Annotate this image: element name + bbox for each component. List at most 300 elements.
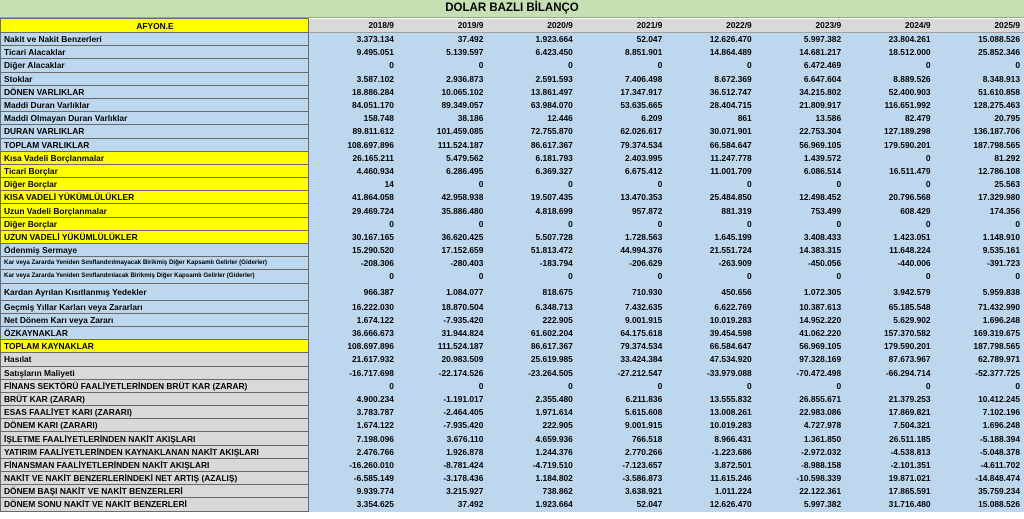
value-cell: 0 (756, 178, 845, 191)
value-cell: 15.088.526 (935, 33, 1024, 46)
value-cell: 6.181.793 (487, 151, 576, 164)
row-label: YATIRIM FAALİYETLERİNDEN KAYNAKLANAN NAKİT AKIŞLARI (1, 445, 309, 458)
value-cell: 12.626.470 (666, 498, 755, 511)
table-row (1, 283, 1024, 300)
value-cell: 6.369.327 (487, 164, 576, 177)
value-cell: 12.786.108 (935, 164, 1024, 177)
value-cell: 15.290.520 (309, 244, 398, 257)
value-cell: 1.923.664 (487, 33, 576, 46)
value-cell: 65.185.548 (845, 300, 934, 313)
value-cell: 29.469.724 (309, 204, 398, 217)
value-cell: 20.795 (935, 112, 1024, 125)
value-cell: -4.538.813 (845, 445, 934, 458)
row-label: Uzun Vadeli Borçlanmalar (1, 204, 309, 217)
value-cell: -7.935.420 (398, 313, 487, 326)
year-header: 2022/9 (666, 19, 755, 33)
value-cell: 79.374.534 (577, 340, 666, 353)
table-row (1, 59, 1024, 72)
value-cell: 222.905 (487, 313, 576, 326)
row-label: Kar veya Zararda Yeniden Sınıflandırılacak Birikmiş Diğer Kapsamlı Gelirler (Giderler) (1, 270, 309, 283)
value-cell: 0 (309, 270, 398, 283)
value-cell: -8.988.158 (756, 458, 845, 471)
row-label: Satışların Maliyeti (1, 366, 309, 379)
value-cell: 8.889.526 (845, 72, 934, 85)
value-cell: 53.635.665 (577, 98, 666, 111)
value-cell: 0 (309, 379, 398, 392)
value-cell: 13.555.832 (666, 392, 755, 405)
value-cell: 11.615.246 (666, 472, 755, 485)
row-label: DÖNEM BAŞI NAKİT VE NAKİT BENZERLERİ (1, 485, 309, 498)
table-row (1, 432, 1024, 445)
value-cell: 63.984.070 (487, 98, 576, 111)
value-cell: 1.423.051 (845, 230, 934, 243)
value-cell: 10.019.283 (666, 419, 755, 432)
value-cell: 25.484.850 (666, 191, 755, 204)
row-label: Maddi Duran Varlıklar (1, 98, 309, 111)
value-cell: -3.178.436 (398, 472, 487, 485)
value-cell: -52.377.725 (935, 366, 1024, 379)
value-cell: 8.348.913 (935, 72, 1024, 85)
value-cell: 2.403.995 (577, 151, 666, 164)
row-label: Nakit ve Nakit Benzerleri (1, 33, 309, 46)
sheet-title: DOLAR BAZLI BİLANÇO (0, 0, 1024, 18)
row-label: Maddi Olmayan Duran Varlıklar (1, 112, 309, 125)
value-cell: 4.900.234 (309, 392, 398, 405)
value-cell: 79.374.534 (577, 138, 666, 151)
value-cell: 13.470.353 (577, 191, 666, 204)
value-cell: 64.175.618 (577, 326, 666, 339)
value-cell: 8.851.901 (577, 46, 666, 59)
value-cell: 72.755.870 (487, 125, 576, 138)
value-cell: 71.432.990 (935, 300, 1024, 313)
value-cell: 17.865.591 (845, 485, 934, 498)
balance-table (0, 18, 1024, 512)
value-cell: 187.798.565 (935, 138, 1024, 151)
value-cell: 13.861.497 (487, 85, 576, 98)
value-cell: 1.148.910 (935, 230, 1024, 243)
value-cell: 47.534.920 (666, 353, 755, 366)
table-row (1, 366, 1024, 379)
value-cell: 9.939.774 (309, 485, 398, 498)
value-cell: 0 (666, 270, 755, 283)
table-row (1, 151, 1024, 164)
value-cell: 4.727.978 (756, 419, 845, 432)
value-cell: 51.610.858 (935, 85, 1024, 98)
value-cell: 89.349.057 (398, 98, 487, 111)
value-cell: 18.886.284 (309, 85, 398, 98)
value-cell: 9.001.915 (577, 419, 666, 432)
value-cell: 7.198.096 (309, 432, 398, 445)
value-cell: 6.209 (577, 112, 666, 125)
value-cell: -23.264.505 (487, 366, 576, 379)
value-cell: -1.223.686 (666, 445, 755, 458)
table-row (1, 406, 1024, 419)
value-cell: -2.101.351 (845, 458, 934, 471)
row-label: BRÜT KAR (ZARAR) (1, 392, 309, 405)
value-cell: 84.051.170 (309, 98, 398, 111)
value-cell: 56.969.105 (756, 138, 845, 151)
row-label: DÖNEM SONU NAKİT VE NAKİT BENZERLERİ (1, 498, 309, 511)
value-cell: 8.966.431 (666, 432, 755, 445)
value-cell: 26.511.185 (845, 432, 934, 445)
value-cell: -2.464.405 (398, 406, 487, 419)
value-cell: 3.638.921 (577, 485, 666, 498)
row-label: FİNANSMAN FAALİYETLERİNDEN NAKİT AKIŞLARI (1, 458, 309, 471)
value-cell: 0 (487, 270, 576, 283)
value-cell: 127.189.298 (845, 125, 934, 138)
value-cell: 0 (487, 379, 576, 392)
table-row (1, 300, 1024, 313)
table-row (1, 46, 1024, 59)
table-row (1, 204, 1024, 217)
value-cell: 31.944.824 (398, 326, 487, 339)
value-cell: -391.723 (935, 257, 1024, 270)
table-row (1, 313, 1024, 326)
value-cell: 21.379.253 (845, 392, 934, 405)
row-label: Hasılat (1, 353, 309, 366)
value-cell: 0 (845, 217, 934, 230)
header-row (1, 19, 1024, 33)
value-cell: 753.499 (756, 204, 845, 217)
value-cell: 13.008.261 (666, 406, 755, 419)
value-cell: -2.972.032 (756, 445, 845, 458)
value-cell: 51.813.472 (487, 244, 576, 257)
value-cell: -22.174.526 (398, 366, 487, 379)
table-row (1, 178, 1024, 191)
value-cell: 1.674.122 (309, 419, 398, 432)
value-cell: 0 (309, 59, 398, 72)
table-row (1, 445, 1024, 458)
value-cell: 17.347.917 (577, 85, 666, 98)
value-cell: -440.006 (845, 257, 934, 270)
year-header: 2020/9 (487, 19, 576, 33)
value-cell: -280.403 (398, 257, 487, 270)
value-cell: -5.188.394 (935, 432, 1024, 445)
value-cell: 5.629.902 (845, 313, 934, 326)
value-cell: 0 (398, 217, 487, 230)
value-cell: 22.753.304 (756, 125, 845, 138)
value-cell: 22.983.086 (756, 406, 845, 419)
value-cell: 5.479.562 (398, 151, 487, 164)
value-cell: 22.122.361 (756, 485, 845, 498)
table-row (1, 498, 1024, 511)
value-cell: 1.361.850 (756, 432, 845, 445)
value-cell: 14.383.315 (756, 244, 845, 257)
value-cell: 8.672.369 (666, 72, 755, 85)
value-cell: 66.584.647 (666, 340, 755, 353)
value-cell: 0 (845, 178, 934, 191)
value-cell: 2.476.766 (309, 445, 398, 458)
value-cell: 179.590.201 (845, 340, 934, 353)
row-label: KISA VADELİ YÜKÜMLÜLÜKLER (1, 191, 309, 204)
value-cell: 1.084.077 (398, 283, 487, 300)
value-cell: -10.598.339 (756, 472, 845, 485)
value-cell: 710.930 (577, 283, 666, 300)
value-cell: 12.498.452 (756, 191, 845, 204)
value-cell: 5.139.597 (398, 46, 487, 59)
value-cell: 16.511.479 (845, 164, 934, 177)
value-cell: 0 (935, 217, 1024, 230)
value-cell: 2.591.593 (487, 72, 576, 85)
value-cell: -16.717.698 (309, 366, 398, 379)
value-cell: 82.479 (845, 112, 934, 125)
year-header: 2024/9 (845, 19, 934, 33)
value-cell: 0 (845, 151, 934, 164)
value-cell: -206.629 (577, 257, 666, 270)
row-label: TOPLAM VARLIKLAR (1, 138, 309, 151)
value-cell: 0 (845, 270, 934, 283)
value-cell: -14.848.474 (935, 472, 1024, 485)
value-cell: 9.495.051 (309, 46, 398, 59)
value-cell: 861 (666, 112, 755, 125)
value-cell: 11.247.778 (666, 151, 755, 164)
value-cell: 3.373.134 (309, 33, 398, 46)
value-cell: -3.586.873 (577, 472, 666, 485)
value-cell: 2.936.873 (398, 72, 487, 85)
value-cell: 966.387 (309, 283, 398, 300)
value-cell: 10.412.245 (935, 392, 1024, 405)
value-cell: -450.056 (756, 257, 845, 270)
value-cell: 25.563 (935, 178, 1024, 191)
value-cell: 0 (935, 379, 1024, 392)
value-cell: 18.870.504 (398, 300, 487, 313)
value-cell: 1.923.664 (487, 498, 576, 511)
table-row (1, 217, 1024, 230)
value-cell: 30.071.901 (666, 125, 755, 138)
value-cell: 37.492 (398, 498, 487, 511)
value-cell: 62.026.617 (577, 125, 666, 138)
row-label: Kar veya Zararda Yeniden Sınıflandırılmayacak Birikmiş Diğer Kapsamlı Gelirler (Giderler) (1, 257, 309, 270)
value-cell: 9.535.161 (935, 244, 1024, 257)
value-cell: 21.551.724 (666, 244, 755, 257)
value-cell: 9.001.915 (577, 313, 666, 326)
value-cell: 61.602.204 (487, 326, 576, 339)
value-cell: 108.697.896 (309, 340, 398, 353)
value-cell: 52.400.903 (845, 85, 934, 98)
value-cell: 14.864.489 (666, 46, 755, 59)
value-cell: 21.809.917 (756, 98, 845, 111)
value-cell: 881.319 (666, 204, 755, 217)
value-cell: 1.728.563 (577, 230, 666, 243)
value-cell: 1.244.376 (487, 445, 576, 458)
row-label: DURAN VARLIKLAR (1, 125, 309, 138)
value-cell: 36.666.673 (309, 326, 398, 339)
value-cell: -263.909 (666, 257, 755, 270)
table-row (1, 257, 1024, 270)
table-row (1, 164, 1024, 177)
value-cell: 0 (756, 217, 845, 230)
value-cell: 36.620.425 (398, 230, 487, 243)
value-cell: 0 (398, 270, 487, 283)
value-cell: 86.617.367 (487, 138, 576, 151)
value-cell: 128.275.463 (935, 98, 1024, 111)
value-cell: 0 (666, 217, 755, 230)
value-cell: 0 (845, 59, 934, 72)
value-cell: 81.292 (935, 151, 1024, 164)
value-cell: 41.062.220 (756, 326, 845, 339)
value-cell: 111.524.187 (398, 340, 487, 353)
value-cell: 18.512.000 (845, 46, 934, 59)
table-row (1, 138, 1024, 151)
value-cell: 89.811.612 (309, 125, 398, 138)
value-cell: 0 (487, 217, 576, 230)
value-cell: -7.935.420 (398, 419, 487, 432)
value-cell: 0 (487, 59, 576, 72)
value-cell: 62.789.971 (935, 353, 1024, 366)
table-row (1, 72, 1024, 85)
row-label: Ödenmiş Sermaye (1, 244, 309, 257)
value-cell: 5.997.382 (756, 33, 845, 46)
value-cell: 1.184.802 (487, 472, 576, 485)
row-label: NAKİT VE NAKİT BENZERLERİNDEKİ NET ARTIŞ (AZALIŞ) (1, 472, 309, 485)
value-cell: 738.862 (487, 485, 576, 498)
value-cell: 0 (309, 217, 398, 230)
value-cell: 3.587.102 (309, 72, 398, 85)
row-label: Kardan Ayrılan Kısıtlanmış Yedekler (1, 283, 309, 300)
table-row (1, 458, 1024, 471)
value-cell: 44.994.376 (577, 244, 666, 257)
value-cell: 179.590.201 (845, 138, 934, 151)
value-cell: 0 (666, 178, 755, 191)
value-cell: 3.408.433 (756, 230, 845, 243)
value-cell: 10.019.283 (666, 313, 755, 326)
value-cell: 11.648.224 (845, 244, 934, 257)
table-row (1, 485, 1024, 498)
value-cell: 19.871.021 (845, 472, 934, 485)
row-label: FİNANS SEKTÖRÜ FAALİYETLERİNDEN BRÜT KAR (ZARAR) (1, 379, 309, 392)
value-cell: 0 (756, 379, 845, 392)
value-cell: 97.328.169 (756, 353, 845, 366)
table-row (1, 85, 1024, 98)
table-row (1, 112, 1024, 125)
value-cell: -6.585.149 (309, 472, 398, 485)
value-cell: 15.088.526 (935, 498, 1024, 511)
value-cell: 14 (309, 178, 398, 191)
row-label: Kısa Vadeli Borçlanmalar (1, 151, 309, 164)
value-cell: 3.354.625 (309, 498, 398, 511)
year-header: 2021/9 (577, 19, 666, 33)
company-header: AFYON.E (1, 19, 309, 33)
value-cell: 6.472.469 (756, 59, 845, 72)
value-cell: 608.429 (845, 204, 934, 217)
value-cell: 1.072.305 (756, 283, 845, 300)
value-cell: 1.674.122 (309, 313, 398, 326)
value-cell: 10.065.102 (398, 85, 487, 98)
value-cell: 6.423.450 (487, 46, 576, 59)
value-cell: 5.959.838 (935, 283, 1024, 300)
value-cell: -208.306 (309, 257, 398, 270)
value-cell: 7.406.498 (577, 72, 666, 85)
value-cell: -66.294.714 (845, 366, 934, 379)
value-cell: 7.102.196 (935, 406, 1024, 419)
value-cell: 25.852.346 (935, 46, 1024, 59)
value-cell: 26.165.211 (309, 151, 398, 164)
value-cell: 3.215.927 (398, 485, 487, 498)
value-cell: 20.796.568 (845, 191, 934, 204)
value-cell: 5.997.382 (756, 498, 845, 511)
value-cell: -27.212.547 (577, 366, 666, 379)
value-cell: 1.011.224 (666, 485, 755, 498)
value-cell: 42.958.938 (398, 191, 487, 204)
table-row (1, 419, 1024, 432)
value-cell: 187.798.565 (935, 340, 1024, 353)
year-header: 2018/9 (309, 19, 398, 33)
value-cell: 222.905 (487, 419, 576, 432)
row-label: TOPLAM KAYNAKLAR (1, 340, 309, 353)
value-cell: 4.818.699 (487, 204, 576, 217)
row-label: Diğer Alacaklar (1, 59, 309, 72)
value-cell: 7.504.321 (845, 419, 934, 432)
value-cell: 108.697.896 (309, 138, 398, 151)
value-cell: 41.864.058 (309, 191, 398, 204)
value-cell: 174.356 (935, 204, 1024, 217)
value-cell: 0 (666, 379, 755, 392)
value-cell: 14.952.220 (756, 313, 845, 326)
table-row (1, 392, 1024, 405)
table-row (1, 244, 1024, 257)
row-label: Stoklar (1, 72, 309, 85)
value-cell: 28.404.715 (666, 98, 755, 111)
value-cell: 6.211.836 (577, 392, 666, 405)
value-cell: -8.781.424 (398, 458, 487, 471)
value-cell: 111.524.187 (398, 138, 487, 151)
value-cell: -4.719.510 (487, 458, 576, 471)
value-cell: 35.886.480 (398, 204, 487, 217)
year-header: 2025/9 (935, 19, 1024, 33)
value-cell: 169.319.675 (935, 326, 1024, 339)
value-cell: 3.783.787 (309, 406, 398, 419)
value-cell: 12.626.470 (666, 33, 755, 46)
value-cell: 0 (845, 379, 934, 392)
value-cell: 17.329.980 (935, 191, 1024, 204)
value-cell: -7.123.657 (577, 458, 666, 471)
value-cell: 3.872.501 (666, 458, 755, 471)
value-cell: 38.186 (398, 112, 487, 125)
value-cell: 0 (398, 178, 487, 191)
value-cell: 1.696.248 (935, 313, 1024, 326)
value-cell: 1.645.199 (666, 230, 755, 243)
value-cell: 0 (935, 270, 1024, 283)
row-label: DÖNEN VARLIKLAR (1, 85, 309, 98)
value-cell: 1.926.878 (398, 445, 487, 458)
value-cell: 5.615.608 (577, 406, 666, 419)
value-cell: 136.187.706 (935, 125, 1024, 138)
value-cell: 87.673.967 (845, 353, 934, 366)
value-cell: 2.355.480 (487, 392, 576, 405)
value-cell: 0 (487, 178, 576, 191)
value-cell: 0 (577, 178, 666, 191)
row-label: Geçmiş Yıllar Karları veya Zararları (1, 300, 309, 313)
table-row (1, 472, 1024, 485)
row-label: ÖZKAYNAKLAR (1, 326, 309, 339)
value-cell: 0 (577, 379, 666, 392)
row-label: İŞLETME FAALİYETLERİNDEN NAKİT AKIŞLARI (1, 432, 309, 445)
row-label: Diğer Borçlar (1, 217, 309, 230)
value-cell: 13.586 (756, 112, 845, 125)
table-row (1, 98, 1024, 111)
value-cell: 39.454.598 (666, 326, 755, 339)
row-label: Net Dönem Karı veya Zararı (1, 313, 309, 326)
value-cell: 36.512.747 (666, 85, 755, 98)
value-cell: 6.647.604 (756, 72, 845, 85)
value-cell: 1.439.572 (756, 151, 845, 164)
value-cell: 37.492 (398, 33, 487, 46)
value-cell: 450.656 (666, 283, 755, 300)
value-cell: 52.047 (577, 33, 666, 46)
value-cell: 21.617.932 (309, 353, 398, 366)
value-cell: 66.584.647 (666, 138, 755, 151)
value-cell: 35.759.234 (935, 485, 1024, 498)
